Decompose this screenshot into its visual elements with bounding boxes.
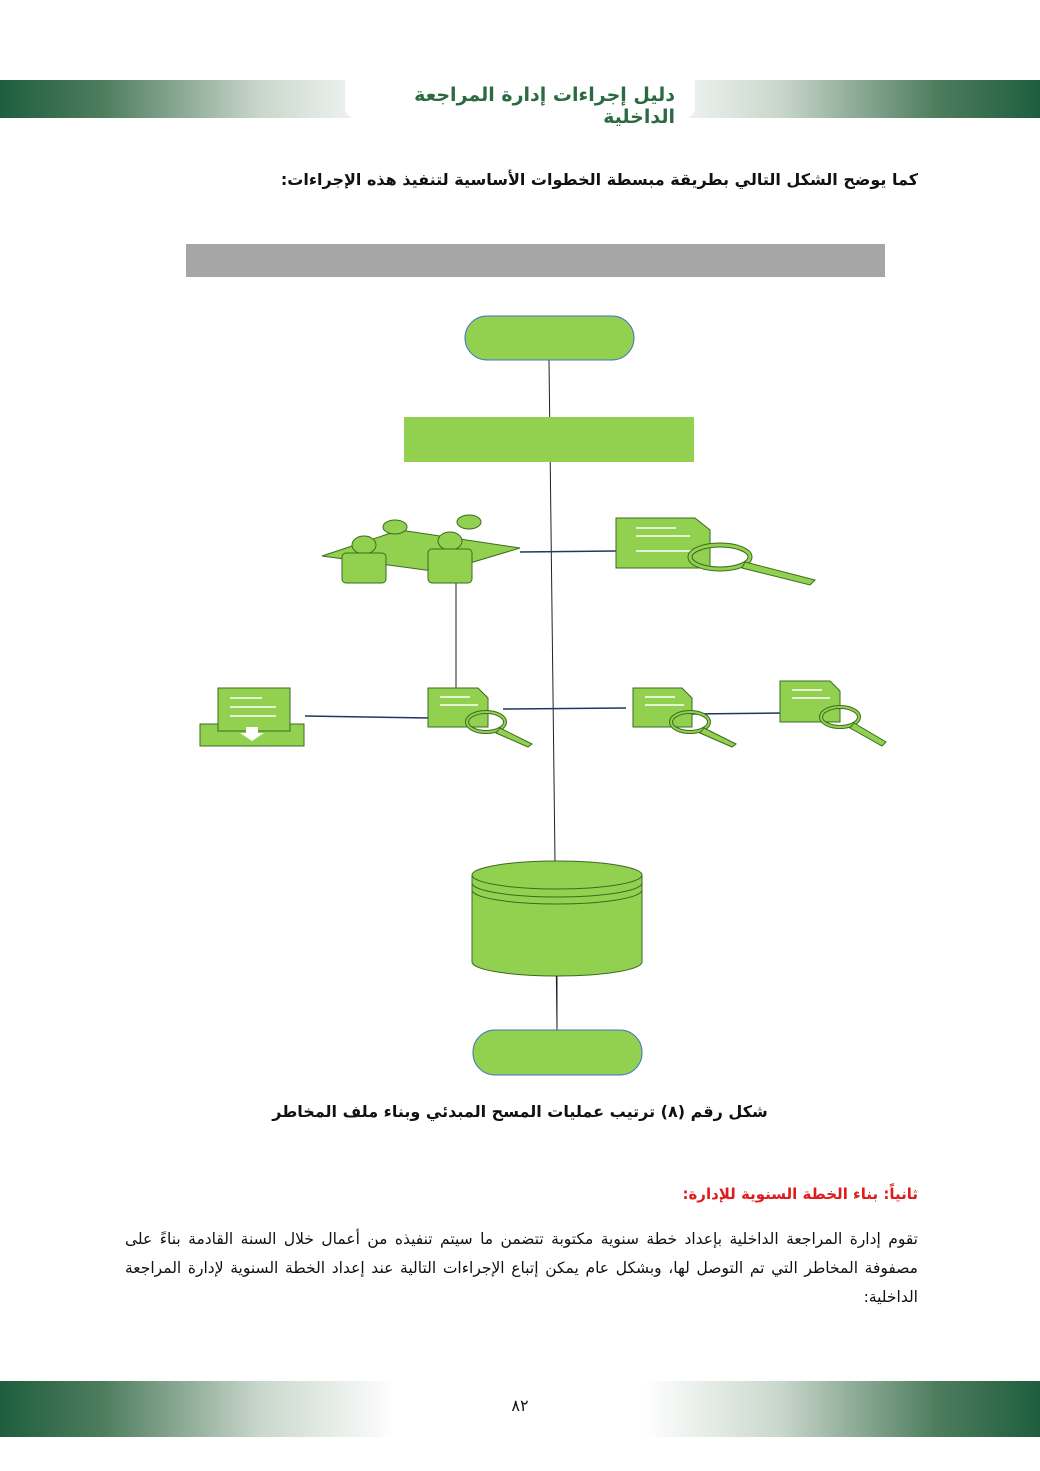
connector-doc-doc <box>503 708 626 709</box>
page-number: ٨٢ <box>511 1396 529 1415</box>
process-box <box>404 417 694 462</box>
document-search-icon <box>616 518 815 585</box>
document-search-icon <box>633 688 736 747</box>
document-tray-icon <box>200 688 304 746</box>
end-node <box>473 1030 642 1075</box>
connector-meeting-doc <box>520 551 616 552</box>
figure-caption: شكل رقم (٨) ترتيب عمليات المسح المبدئي وبناء ملف المخاطر <box>272 1102 768 1121</box>
intro-text: كما يوضح الشكل التالي بطريقة مبسطة الخطوات الأساسية لتنفيذ هذه الإجراءات: <box>280 170 918 189</box>
section-title: ثانياً: بناء الخطة السنوية للإدارة: <box>682 1185 918 1203</box>
document-search-icon <box>780 681 886 746</box>
database-icon <box>472 861 642 976</box>
section-paragraph: تقوم إدارة المراجعة الداخلية بإعداد خطة سنوية مكتوبة تتضمن ما سيتم تنفيذه من أعمال خلال السنة القادمة بناءً على مصفوفة المخاطر التي تم التوصل لها، وبشكل عام يمكن إتباع الإجراءات التالية عند إعداد الخطة السنوية لإدارة المراجعة الداخلية: <box>125 1230 918 1306</box>
meeting-people-icon <box>322 515 520 583</box>
document-search-icon <box>428 688 532 747</box>
diagram-title-bar <box>186 244 885 277</box>
connector-tray-doc <box>305 716 430 718</box>
header-title: دليل إجراءات إدارة المراجعة الداخلية <box>414 84 675 128</box>
start-node <box>465 316 634 360</box>
